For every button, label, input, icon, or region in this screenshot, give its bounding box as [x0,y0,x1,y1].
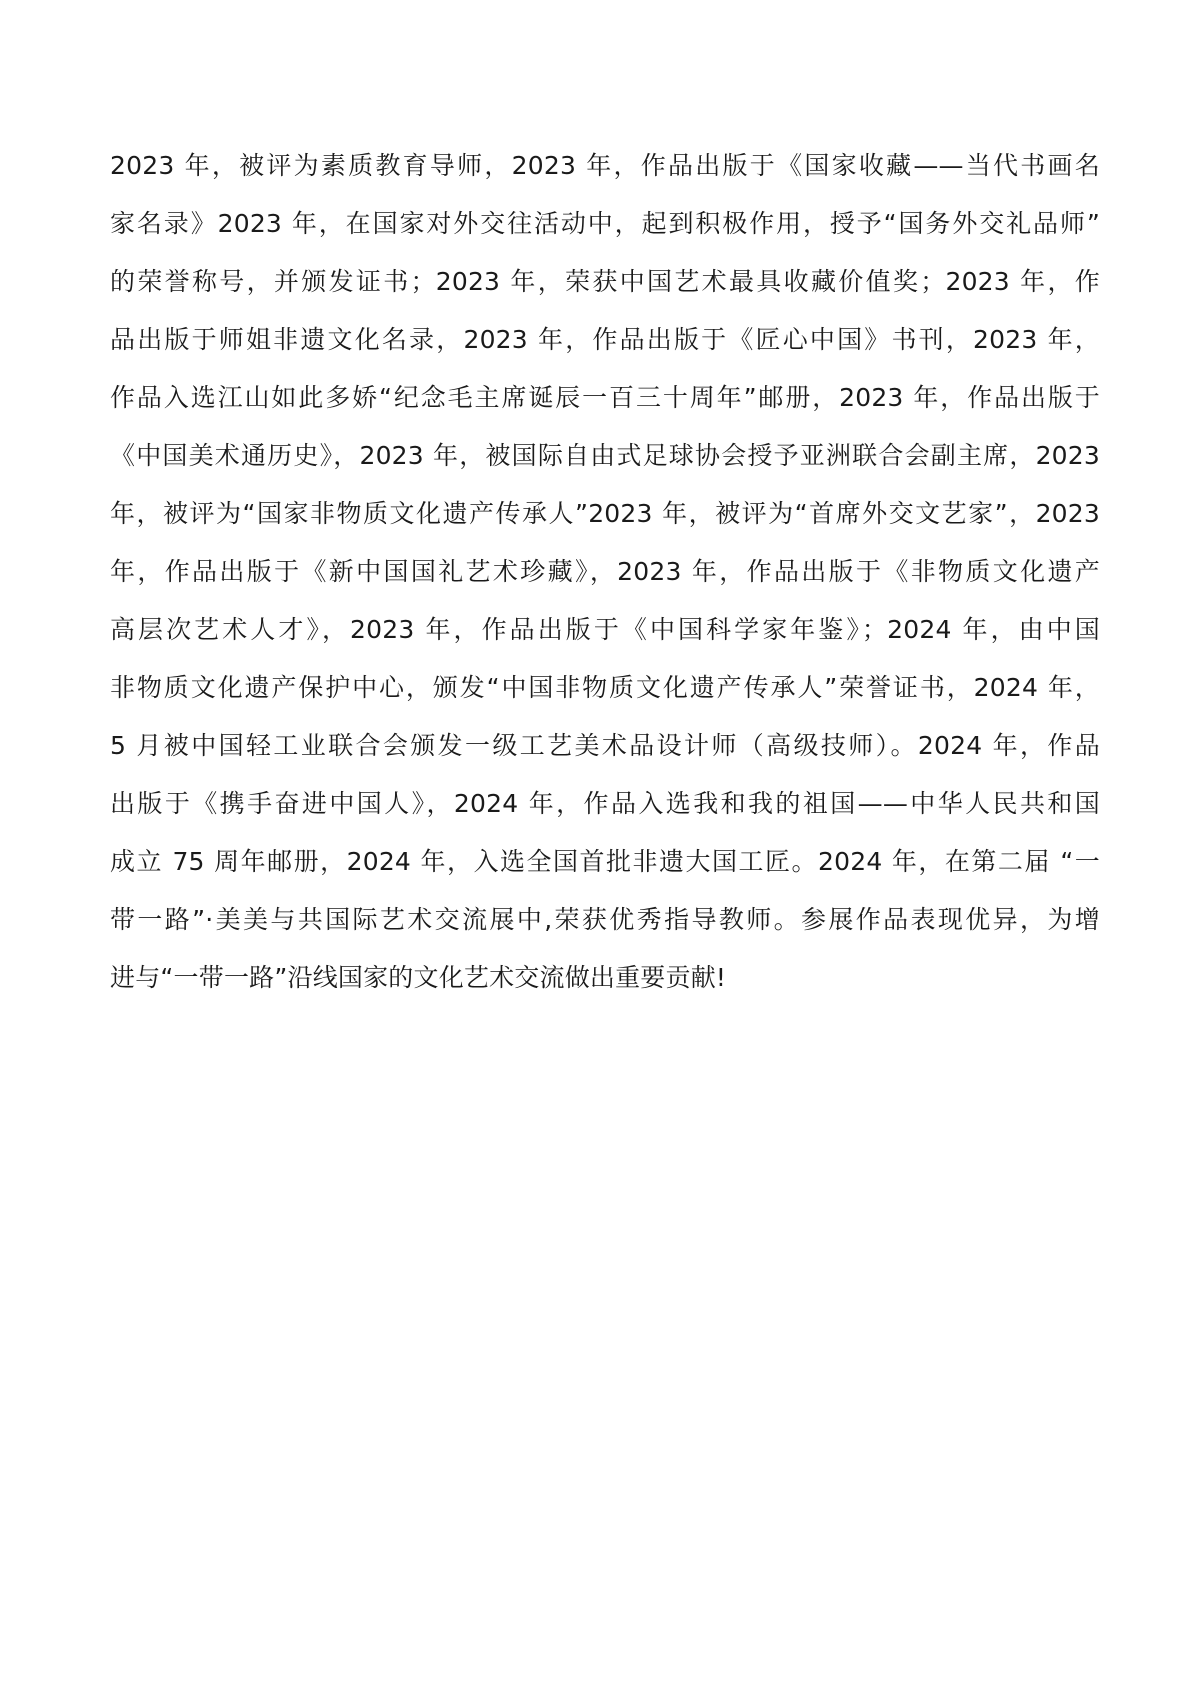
paragraph-line: 进与“一带一路”沿线国家的文化艺术交流做出重要贡献! [110,963,727,992]
paragraph-line: 2023 年，被评为素质教育导师，2023 年，作品出版于《国家收藏——当代书画名 [110,151,1100,180]
paragraph-line: 《中国美术通历史》，2023 年，被国际自由式足球协会授予亚洲联合会副主席，2023 [110,441,1100,470]
paragraph-line: 年，被评为“国家非物质文化遗产传承人”2023 年，被评为“首席外交文艺家”，2023 [110,499,1100,528]
paragraph-line: 高层次艺术人才》，2023 年，作品出版于《中国科学家年鉴》；2024 年，由中国 [110,615,1100,644]
body-paragraph [110,146,1100,1016]
paragraph-line: 作品入选江山如此多娇“纪念毛主席诞辰一百三十周年”邮册，2023 年，作品出版于 [110,383,1100,412]
paragraph-line: 带一路”·美美与共国际艺术交流展中,荣获优秀指导教师。参展作品表现优异，为增 [110,905,1100,934]
paragraph-line: 的荣誉称号，并颁发证书；2023 年，荣获中国艺术最具收藏价值奖；2023 年，作 [110,267,1100,296]
paragraph-line: 非物质文化遗产保护中心，颁发“中国非物质文化遗产传承人”荣誉证书，2024 年， [110,673,1100,702]
paragraph-line: 5 月被中国轻工业联合会颁发一级工艺美术品设计师（高级技师）。2024 年，作品 [110,731,1100,760]
paragraph-line: 年，作品出版于《新中国国礼艺术珍藏》，2023 年，作品出版于《非物质文化遗产 [110,557,1100,586]
paragraph-line: 成立 75 周年邮册，2024 年，入选全国首批非遗大国工匠。2024 年，在第二届 “一 [110,847,1100,876]
paragraph-line: 出版于《携手奋进中国人》，2024 年，作品入选我和我的祖国——中华人民共和国 [110,789,1100,818]
paragraph-line: 家名录》2023 年，在国家对外交往活动中，起到积极作用，授予“国务外交礼品师” [110,209,1100,238]
paragraph-line: 品出版于师姐非遗文化名录，2023 年，作品出版于《匠心中国》书刊，2023 年， [110,325,1100,354]
